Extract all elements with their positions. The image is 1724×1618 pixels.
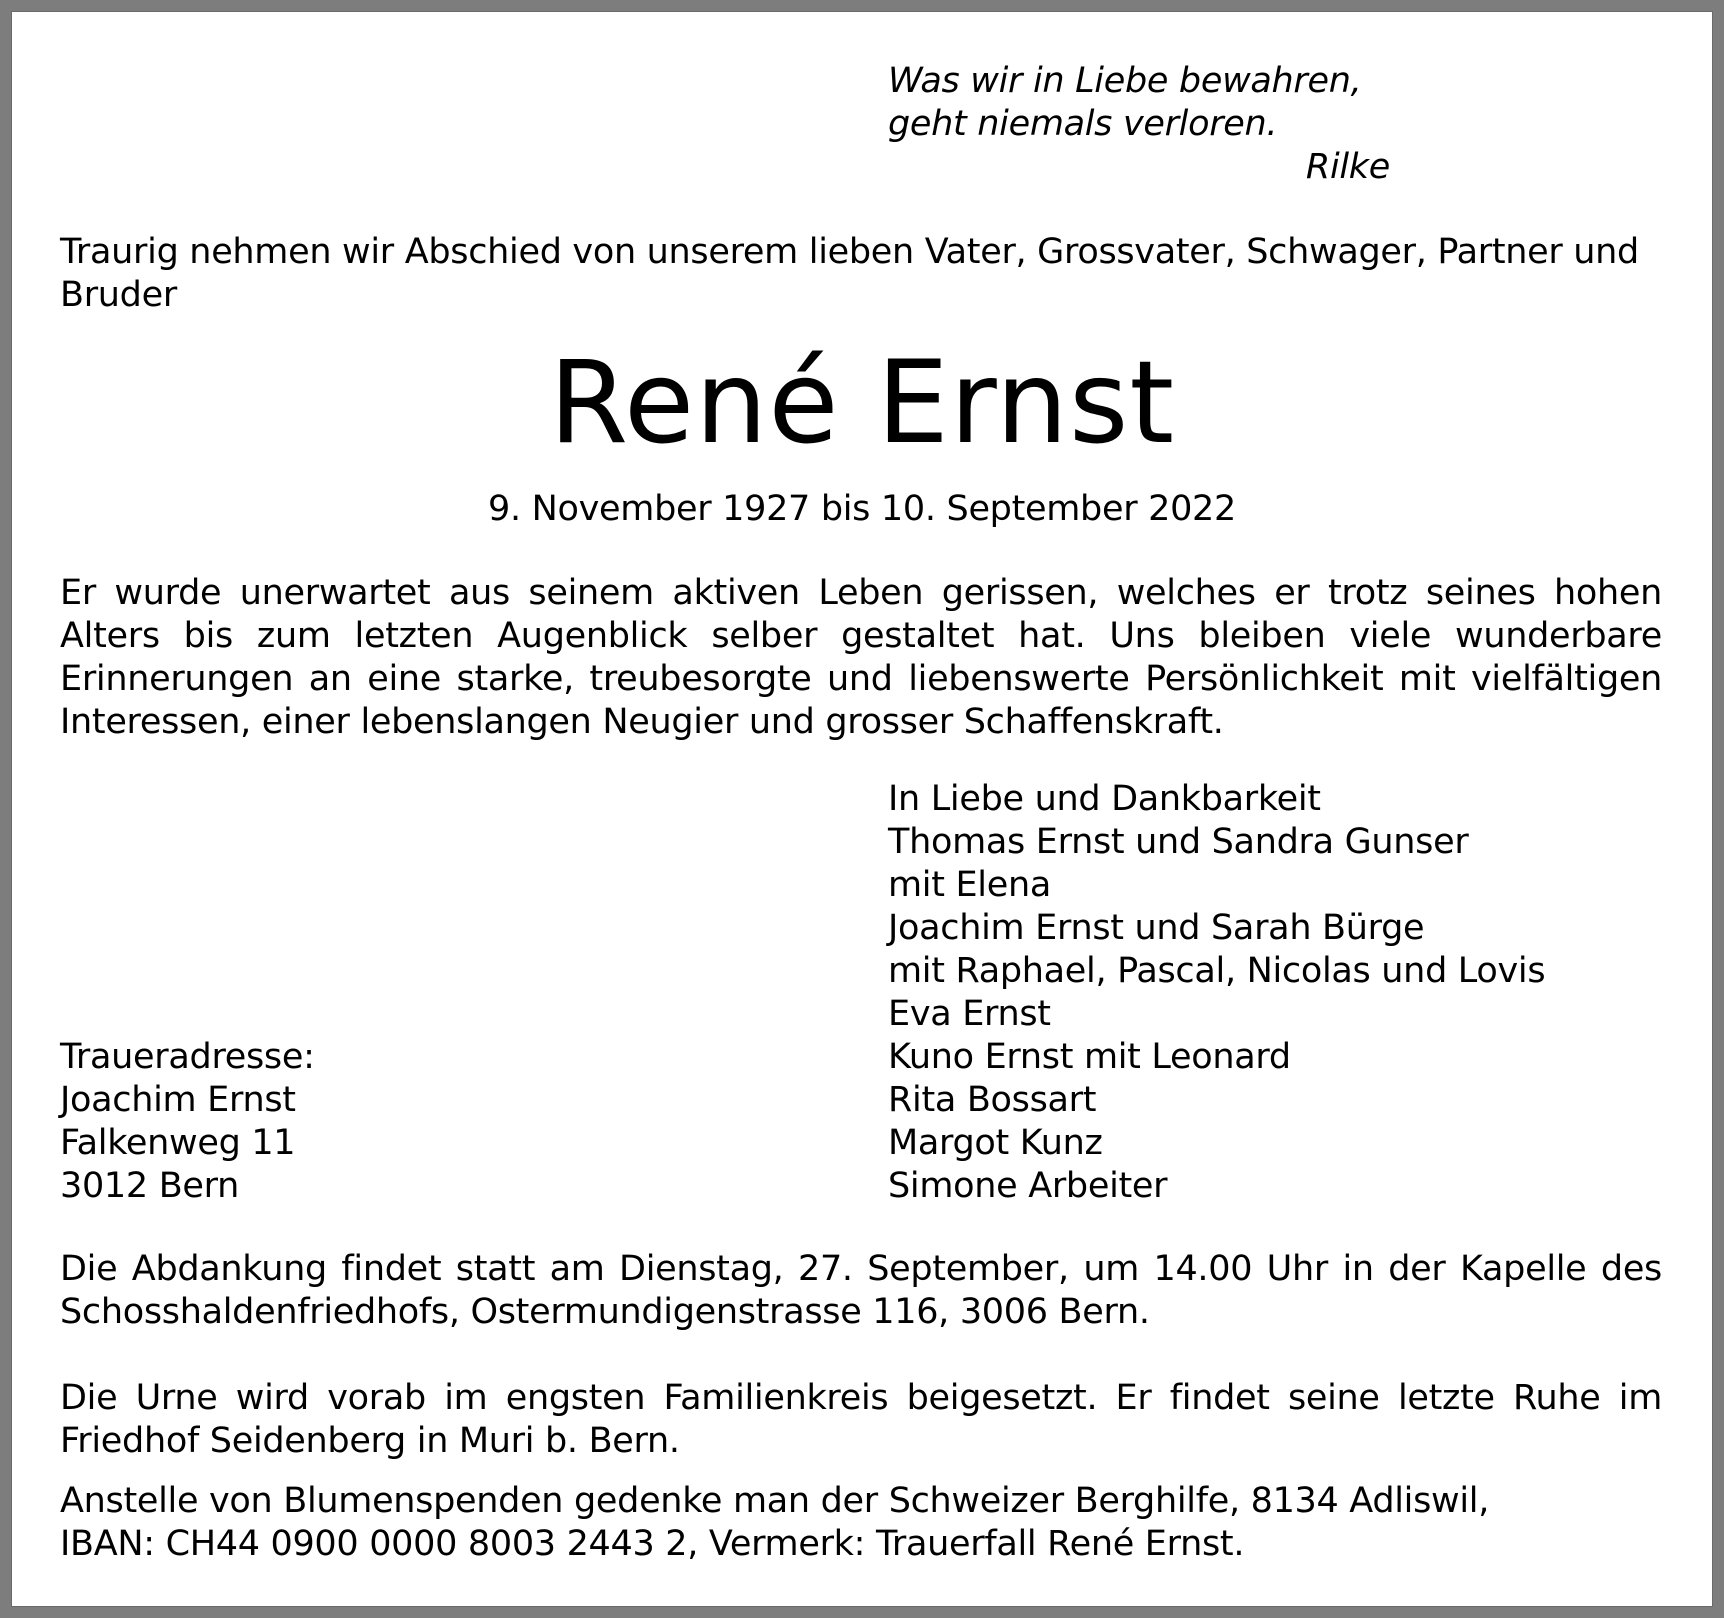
- family-member: Eva Ernst: [888, 994, 1051, 1034]
- address-name: Joachim Ernst: [60, 1080, 296, 1120]
- motto-author: Rilke: [1305, 147, 1390, 187]
- family-member: Rita Bossart: [888, 1080, 1097, 1120]
- donation-paragraph: [60, 1480, 1662, 1566]
- address-label: Traueradresse:: [60, 1037, 315, 1077]
- motto-quote: [888, 60, 1408, 189]
- deceased-name: René Ernst: [548, 336, 1176, 469]
- donation-line: IBAN: CH44 0900 0000 8003 2443 2, Vermerk: Trauerfall René Ernst.: [60, 1524, 1245, 1564]
- motto-line: geht niemals verloren.: [888, 104, 1278, 144]
- tribute-paragraph: Er wurde unerwartet aus seinem aktiven Leben gerissen, welches er trotz seines hohen Alters bis zum letzten Augenblick selber gestaltet hat. Uns bleiben viele wunderbare Erinnerungen an eine starke, treubesorgte und liebenswerte Persönlichkeit mit vielfältigen Interessen, einer lebenslangen Neugier und grosser Schaffenskraft.: [60, 573, 1662, 742]
- donation-line: Anstelle von Blumenspenden gedenke man der Schweizer Berghilfe, 8134 Adliswil,: [60, 1481, 1490, 1521]
- family-signatures: [888, 778, 1668, 1208]
- family-member: Kuno Ernst mit Leonard: [888, 1037, 1291, 1077]
- family-member: Simone Arbeiter: [888, 1166, 1168, 1206]
- obituary-notice: [12, 12, 1712, 1606]
- life-dates: 9. November 1927 bis 10. September 2022: [488, 489, 1236, 529]
- urn-paragraph: Die Urne wird vorab im engsten Familienkreis beigesetzt. Er findet seine letzte Ruhe im Friedhof Seidenberg in Muri b. Bern.: [60, 1378, 1662, 1461]
- mourning-address: [60, 1036, 660, 1208]
- address-street: Falkenweg 11: [60, 1123, 296, 1163]
- motto-line: Was wir in Liebe bewahren,: [888, 61, 1362, 101]
- ceremony-paragraph: Die Abdankung findet statt am Dienstag, 27. September, um 14.00 Uhr in der Kapelle des Schosshaldenfriedhofs, Ostermundigenstrasse 116, 3006 Bern.: [60, 1249, 1662, 1332]
- family-member: Thomas Ernst und Sandra Gunser: [888, 822, 1469, 862]
- family-member: mit Elena: [888, 865, 1051, 905]
- family-member: Joachim Ernst und Sarah Bürge: [888, 908, 1425, 948]
- family-member: Margot Kunz: [888, 1123, 1103, 1163]
- intro-text: Traurig nehmen wir Abschied von unserem lieben Vater, Grossvater, Schwager, Partner und Bruder: [60, 232, 1639, 315]
- address-city: 3012 Bern: [60, 1166, 239, 1206]
- family-heading: In Liebe und Dankbarkeit: [888, 779, 1321, 819]
- family-member: mit Raphael, Pascal, Nicolas und Lovis: [888, 951, 1546, 991]
